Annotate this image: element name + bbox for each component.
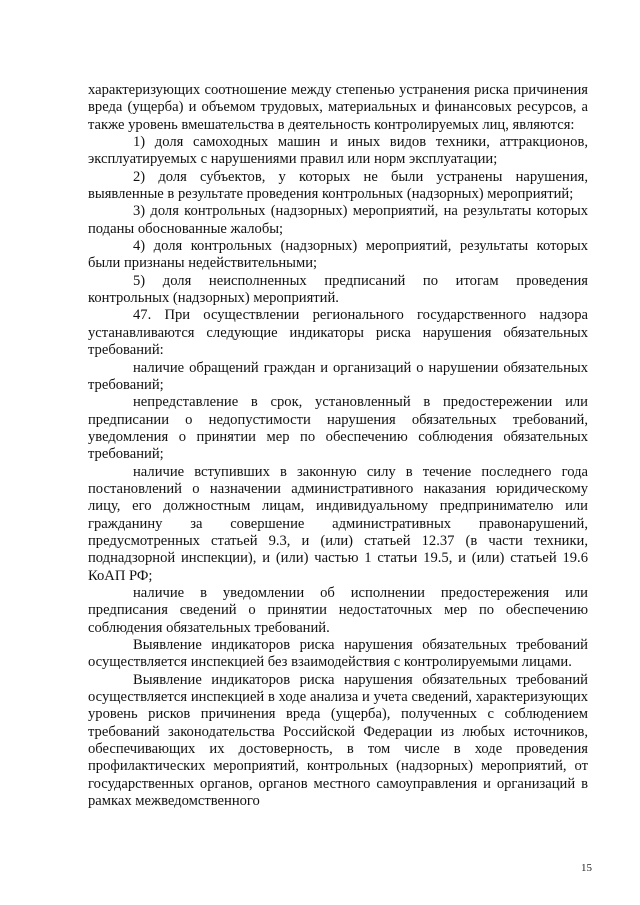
paragraph-indicator-4: наличие в уведомлении об исполнении предостережения или предписания сведений о принятии недостаточных мер по обеспечению соблюдения обязательных требований.	[88, 584, 588, 636]
paragraph-item-1: 1) доля самоходных машин и иных видов техники, аттракционов, эксплуатируемых с нарушениями правил или норм эксплуатации;	[88, 134, 588, 168]
paragraph-item-3: 3) доля контрольных (надзорных) мероприятий, на результаты которых поданы обоснованные жалобы;	[88, 203, 588, 237]
page-number: 15	[581, 862, 592, 874]
paragraph-item-5: 5) доля неисполненных предписаний по итогам проведения контрольных (надзорных) мероприятий.	[88, 272, 588, 307]
paragraph-item-2: 2) доля субъектов, у которых не были устранены нарушения, выявленные в результате проведения контрольных (надзорных) мероприятий;	[88, 168, 588, 203]
paragraph-indicator-3: наличие вступивших в законную силу в течение последнего года постановлений о назначении административного наказания юридическому лицу, его должностным лицам, индивидуальному предпринимателю или гражданину за совершение административных правонарушений, предусмотренных статьей 9.3, и (или) статьей 12.37 (в части техники, поднадзорной инспекции), и (или) частью 1 статьи 19.5, и (или) статьей 19.6 КоАП РФ;	[88, 463, 588, 584]
paragraph-indicator-1: наличие обращений граждан и организаций о нарушении обязательных требований;	[88, 359, 588, 393]
paragraph-item-4: 4) доля контрольных (надзорных) мероприятий, результаты которых были признаны недействительными;	[88, 238, 588, 272]
body-text	[88, 82, 588, 810]
paragraph-indicator-2: непредставление в срок, установленный в предостережении или предписании о недопустимости нарушения обязательных требований, уведомления о принятии мер по обеспечению соблюдения обязательных требований;	[88, 394, 588, 463]
paragraph-continuation: характеризующих соотношение между степенью устранения риска причинения вреда (ущерба) и объемом трудовых, материальных и финансовых ресурсов, а также уровень вмешательства в деятельность контролируемых лиц, являются:	[88, 82, 588, 133]
paragraph-detection-2: Выявление индикаторов риска нарушения обязательных требований осуществляется инспекцией в ходе анализа и учета сведений, характеризующих уровень рисков причинения вреда (ущерба), полученных с соблюдением требований законодательства Российской Федерации из любых источников, обеспечивающих их достоверность, в том числе в ходе проведения профилактических мероприятий, контрольных (надзорных) мероприятий, от государственных органов, органов местного самоуправления и организаций в рамках межведомственного	[88, 671, 588, 810]
paragraph-section-47: 47. При осуществлении регионального государственного надзора устанавливаются следующие индикаторы риска нарушения обязательных требований:	[88, 307, 588, 359]
paragraph-detection-1: Выявление индикаторов риска нарушения обязательных требований осуществляется инспекцией без взаимодействия с контролируемыми лицами.	[88, 637, 588, 671]
